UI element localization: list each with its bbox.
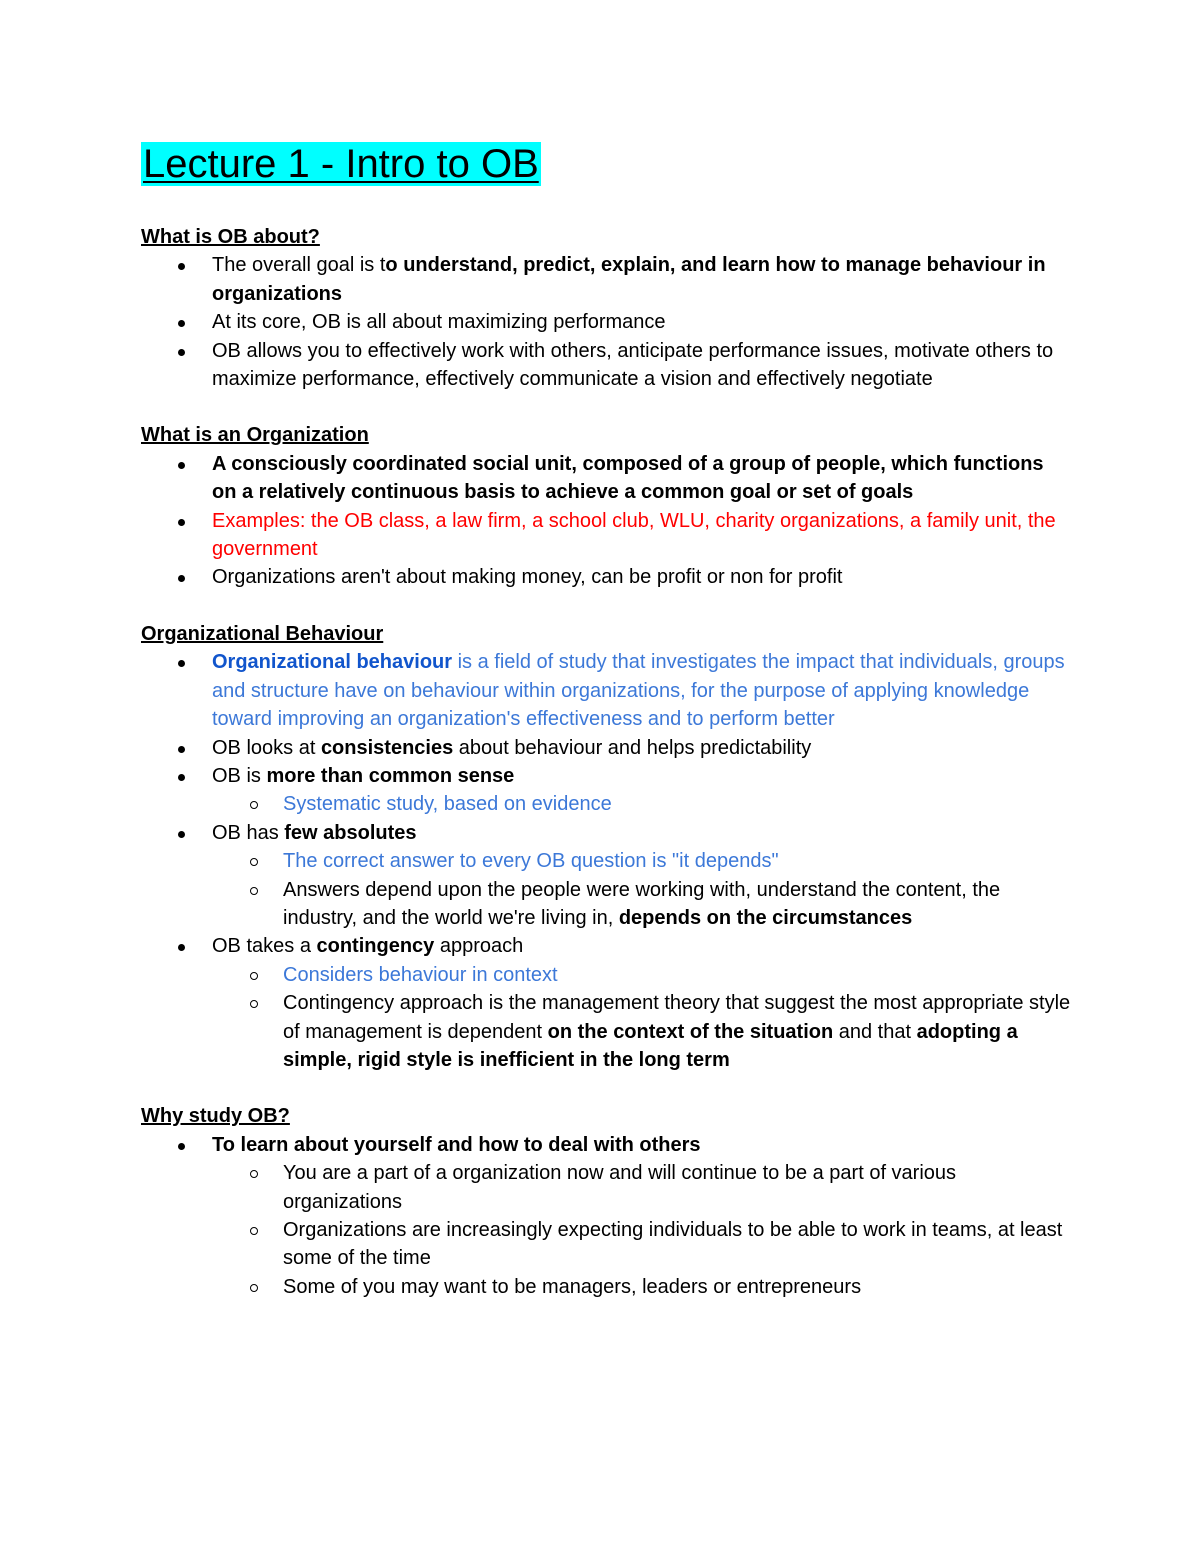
section-heading-org-behaviour: Organizational Behaviour (141, 622, 384, 645)
list-item (141, 648, 1071, 733)
bullet-list (141, 648, 1071, 1074)
bullet-text: OB allows you to effectively work with others, anticipate performance issues, motivate others to maximize performance, effectively communicate a vision and effectively negotiate (212, 339, 1054, 391)
bullet-list (141, 1131, 1071, 1301)
bullet-bold-text: contingency (316, 935, 435, 958)
bullet-text: OB looks at (212, 736, 321, 759)
bullet-list (141, 450, 1071, 592)
list-item (141, 734, 1071, 762)
list-item (141, 563, 1071, 591)
sub-list-item (212, 876, 1071, 933)
sub-list-item (212, 790, 1071, 818)
list-item (141, 507, 1071, 564)
bullet-text: OB takes a (212, 935, 317, 958)
bullet-bold-text: A consciously coordinated social unit, composed of a group of people, which functions on a relatively continuous basis to achieve a common goal or set of goals (212, 452, 1044, 504)
sub-bullet-text: Organizations are increasingly expecting individuals to be able to work in teams, at least some of the time (283, 1219, 1063, 1270)
bullet-bold-text-blue: Organizational behaviour (212, 651, 453, 674)
spacer (141, 1074, 1071, 1102)
sub-list-item (212, 961, 1071, 989)
bullet-bold-text: few absolutes (284, 821, 417, 844)
bullet-text-blue: is a field of study that investigates the impact that individuals, groups and structure have on behaviour within organizations, for the purpose of applying knowledge toward improving an organization's effectiveness and to perform better (212, 651, 1065, 731)
bullet-text: OB has (212, 821, 285, 844)
list-item (141, 762, 1071, 819)
bullet-bold-text: more than common sense (266, 764, 515, 787)
spacer (141, 393, 1071, 421)
sub-bullet-list (141, 790, 1071, 818)
bullet-text: At its core, OB is all about maximizing performance (212, 311, 666, 334)
sub-bullet-bold-text: depends on the circumstances (618, 906, 913, 929)
sub-list-item (212, 989, 1071, 1074)
section-heading-why-study: Why study OB? (141, 1105, 290, 1128)
list-item (141, 932, 1071, 1074)
sub-bullet-text: Contingency approach is the management theory that suggest the most appropriate style of management is dependent (283, 992, 1071, 1043)
bullet-text: OB is (212, 764, 267, 787)
sub-bullet-text: and that (833, 1020, 917, 1043)
bullet-text-red: Examples: the OB class, a law firm, a school club, WLU, charity organizations, a family unit, the government (212, 509, 1056, 561)
bullet-text: approach (434, 935, 524, 958)
page-title (141, 138, 541, 190)
sub-bullet-list (141, 1159, 1071, 1301)
sub-bullet-text: Some of you may want to be managers, leaders or entrepreneurs (283, 1275, 862, 1298)
list-item (141, 308, 1071, 336)
sub-bullet-text: Answers depend upon the people were working with, understand the content, the industry, and the world we're living in, (283, 878, 1001, 929)
bullet-text: The overall goal is t (212, 254, 386, 277)
sub-bullet-list (141, 961, 1071, 1075)
bullet-bold-text: To learn about yourself and how to deal with others (212, 1133, 701, 1156)
section-heading-ob-about: What is OB about? (141, 226, 320, 248)
sub-list-item (212, 1159, 1071, 1216)
list-item (141, 337, 1071, 394)
sub-bullet-text-blue: The correct answer to every OB question is "it depends" (283, 850, 779, 873)
list-item (141, 450, 1071, 507)
sub-list-item (212, 847, 1071, 875)
document-body (141, 223, 1071, 1301)
sub-list-item (212, 1273, 1071, 1301)
sub-bullet-text: You are a part of a organization now and will continue to be a part of various organizations (283, 1162, 957, 1213)
list-item (141, 251, 1071, 308)
sub-list-item (212, 1216, 1071, 1273)
list-item (141, 1131, 1071, 1301)
sub-bullet-bold-text: on the context of the situation (547, 1020, 834, 1043)
sub-bullet-list (141, 847, 1071, 932)
sub-bullet-bold-text: adopting a simple, rigid style is inefficient in the long term (283, 1020, 1018, 1071)
section-heading-organization: What is an Organization (141, 424, 369, 447)
list-item (141, 819, 1071, 933)
bullet-text: about behaviour and helps predictability (453, 736, 812, 759)
page-title-text: Lecture 1 - Intro to OB (143, 142, 539, 186)
bullet-bold-text: o understand, predict, explain, and learn how to manage behaviour in organizations (212, 254, 1046, 305)
spacer (141, 592, 1071, 620)
bullet-list (141, 251, 1071, 393)
bullet-text: Organizations aren't about making money, can be profit or non for profit (212, 566, 843, 589)
bullet-bold-text: consistencies (320, 736, 454, 759)
sub-bullet-text-blue: Systematic study, based on evidence (283, 793, 612, 816)
sub-bullet-text-blue: Considers behaviour in context (283, 963, 558, 986)
